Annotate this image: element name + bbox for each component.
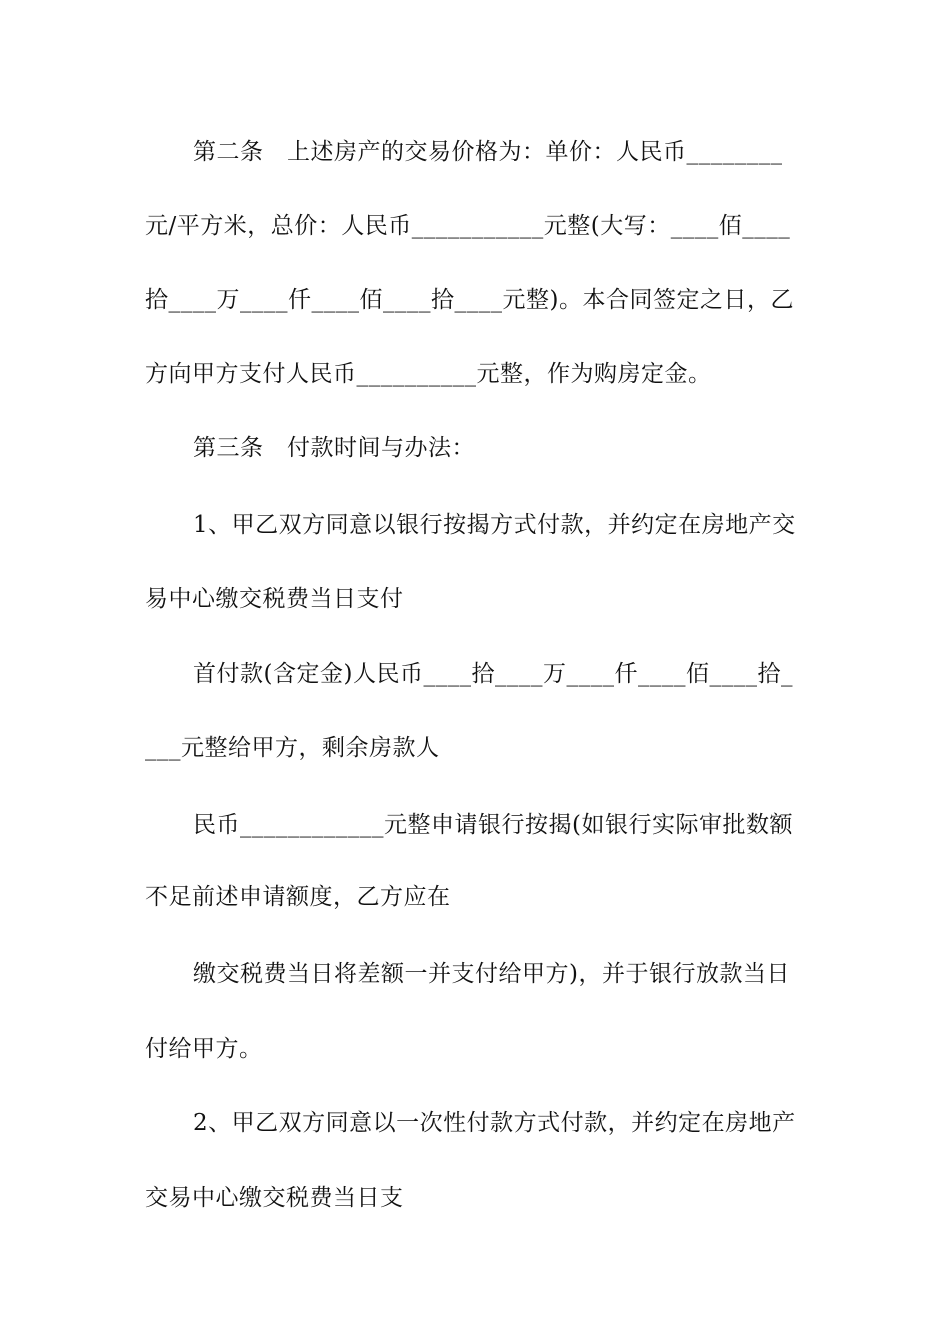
paragraph-line: 元/平方米，总价：人民币___________元整(大写：____佰____ — [145, 213, 791, 239]
paragraph-line: 拾____万____仟____佰____拾____元整)。本合同签定之日，乙 — [145, 287, 794, 313]
paragraph-line: 交易中心缴交税费当日支 — [145, 1185, 404, 1211]
paragraph-line: 1、甲乙双方同意以银行按揭方式付款，并约定在房地产交 — [193, 512, 796, 538]
paragraph-line: 第二条 上述房产的交易价格为：单价：人民币________ — [193, 139, 783, 165]
paragraph-line: 首付款(含定金)人民币____拾____万____仟____佰____拾_ — [193, 661, 793, 687]
paragraph-line: 民币____________元整申请银行按揭(如银行实际审批数额 — [193, 812, 793, 838]
paragraph-line: 付给甲方。 — [145, 1036, 263, 1062]
paragraph-line: 2、甲乙双方同意以一次性付款方式付款，并约定在房地产 — [193, 1110, 796, 1136]
paragraph-line: 易中心缴交税费当日支付 — [145, 586, 404, 612]
paragraph-line: 不足前述申请额度，乙方应在 — [145, 884, 451, 910]
paragraph-line: ___元整给甲方，剩余房款人 — [145, 735, 440, 761]
paragraph-line: 第三条 付款时间与办法： — [193, 435, 475, 461]
paragraph-line: 方向甲方支付人民币__________元整，作为购房定金。 — [145, 361, 712, 387]
paragraph-line: 缴交税费当日将差额一并支付给甲方)，并于银行放款当日 — [193, 961, 790, 987]
